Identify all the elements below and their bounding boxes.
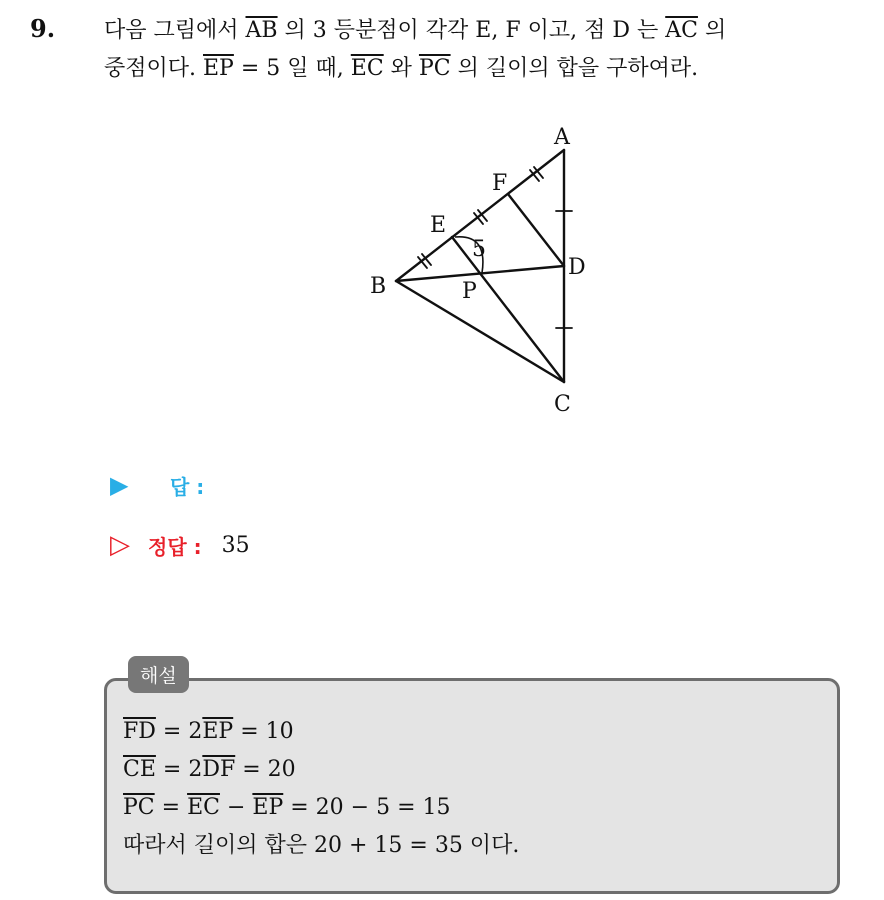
segment-fd-line [508,194,564,266]
side-bc [396,281,564,382]
label-f: F [492,171,508,196]
answer-value[interactable] [218,470,418,500]
seg-ep: $\overline{EP}$ [202,719,234,744]
seg-ep: $\overline{EP}$ [252,795,284,820]
correct-answer-row [110,530,250,560]
question-line-2 [104,50,874,88]
solution-line-3 [123,789,837,827]
segment-ab: $\overline{AB}$ [245,18,278,43]
correct-label: 정답 : [148,534,202,559]
q-text-part: 의 [697,18,727,43]
seg-ec: $\overline{EC}$ [187,795,220,820]
solution-line-2 [123,751,837,789]
q-text-part: 의 길이의 합을 구하여라. [450,56,699,81]
seg-ce: $\overline{CE}$ [123,757,156,782]
triangle-figure [360,118,630,418]
q-text-part: 중점이다. [104,56,203,81]
sol-text: = [154,795,188,820]
label-p: P [462,279,477,304]
answer-label: 답 : [170,474,205,499]
sol-text: = 2 [155,757,203,782]
sol-text: − [219,795,253,820]
segment-ep: $\overline{EP}$ [203,56,234,81]
question-line-1 [104,12,874,50]
correct-arrow-icon: ▷ [110,530,130,560]
label-b: B [370,274,387,299]
seg-pc: $\overline{PC}$ [123,795,155,820]
solution-tag: 해설 [128,656,189,693]
seg-df: $\overline{DF}$ [202,757,236,782]
solution-line-4: 따라서 길이의 합은 20 + 15 = 35 이다. [123,833,520,858]
sol-text: = 10 [233,719,294,744]
answer-row [110,470,418,500]
solution-line-1 [123,713,837,751]
question-text [104,12,874,88]
label-ep-length: 5 [472,237,486,262]
q-text-part: = 5 일 때, [233,56,351,81]
segment-ac: $\overline{AC}$ [665,18,698,43]
correct-value: 35 [221,532,250,558]
q-text-part: 의 3 등분점이 각각 E, F 이고, 점 D 는 [277,18,666,43]
q-text-part: 와 [383,56,419,81]
sol-text: = 20 [235,757,296,782]
segment-ec: $\overline{EC}$ [350,56,384,81]
seg-fd: $\overline{FD}$ [123,719,156,744]
label-a: A [554,125,570,150]
answer-arrow-icon: ▶ [110,471,129,499]
question-number: 9. [30,14,56,43]
segment-ec-line [452,237,564,382]
sol-text: = 2 [155,719,203,744]
sol-text: = 20 − 5 = 15 [283,795,451,820]
label-e: E [430,213,447,238]
q-text-part: 다음 그림에서 [104,18,246,43]
label-d: D [568,255,586,280]
solution-box [104,678,840,894]
label-c: C [554,392,571,417]
segment-pc: $\overline{PC}$ [418,56,451,81]
